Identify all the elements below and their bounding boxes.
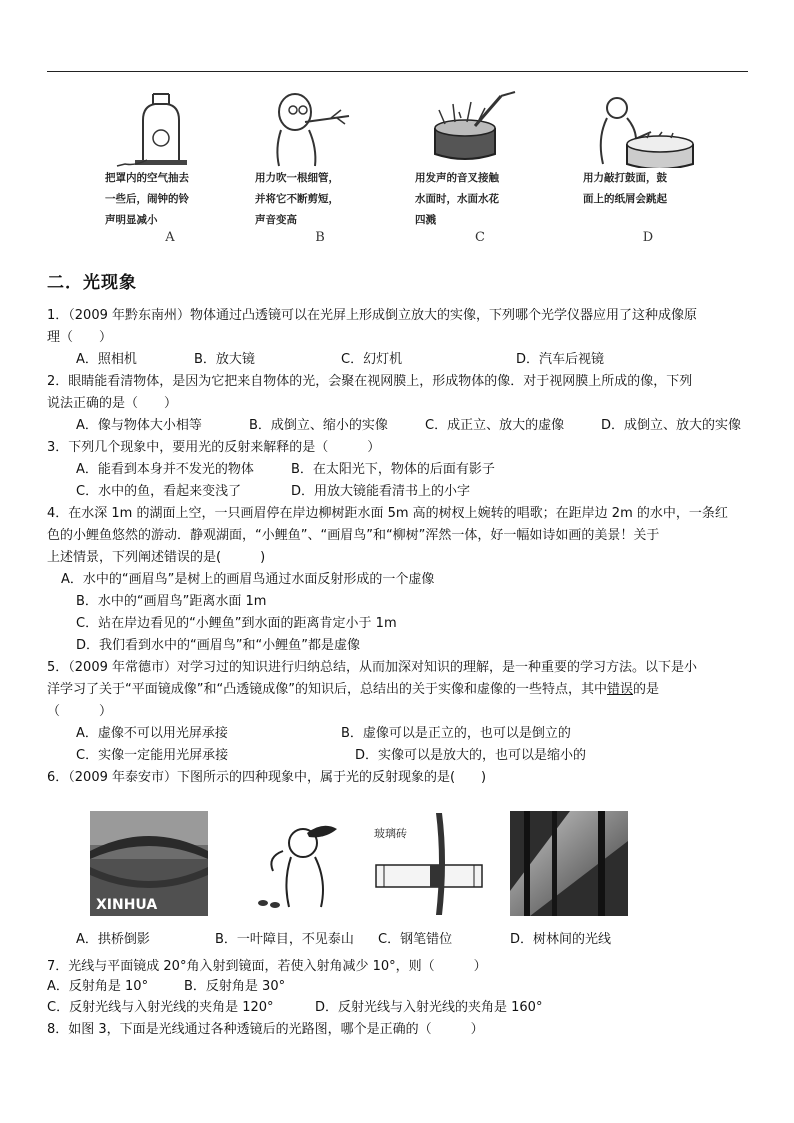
panel-a-letter: A [165,230,175,245]
q6-option-a: A．拱桥倒影 [76,932,150,947]
q5-keyword-wrong: 错误 [606,682,633,697]
q7-option-c: C．反射光线与入射光线的夹角是 120° [47,1000,274,1015]
bridge-reflection-icon [90,811,208,916]
q3-option-c: C．水中的鱼，看起来变浅了 [76,484,242,499]
q1-option-a: A．照相机 [76,352,137,367]
q2-option-b: B．成倒立、缩小的实像 [249,418,388,433]
blowing-tube-icon [245,88,395,168]
section-title: 二．光现象 [47,273,137,293]
q2-stem-2: 说法正确的是（ ） [47,396,178,411]
panel-d-caption: 用力敲打鼓面，鼓 面上的纸屑会跳起 [583,172,667,205]
q6-stem: 6．（2009 年泰安市）下图所示的四种现象中，属于光的反射现象的是( ) [47,770,487,785]
q4-option-d: D．我们看到水中的“画眉鸟”和“小鲤鱼”都是虚像 [76,638,360,653]
panel-c-caption: 用发声的音叉接触 水面时，水面水花 四溅 [415,172,499,226]
q5-option-d: D．实像可以是放大的，也可以是缩小的 [355,748,587,763]
panel-b [245,88,395,248]
q6-image-b-leaf [243,811,351,916]
q4-stem-1: 4．在水深 1m 的湖面上空，一只画眉停在岸边柳树距水面 5m 高的树杈上婉转的唱歌；在距岸边 2m 的水中，一条红 [47,506,728,521]
glass-brick-pen-icon [372,811,486,916]
panel-d-letter: D [642,230,654,245]
panel-c-letter: C [475,230,485,245]
panel-a-caption: 把罩内的空气抽去 一些后，闹钟的铃 声明显减小 [105,172,189,226]
q2-option-a: A．像与物体大小相等 [76,418,202,433]
top-rule [47,71,748,72]
q7-option-b: B．反射角是 30° [184,979,286,994]
q2-stem-1: 2．眼睛能看清物体，是因为它把来自物体的光，会聚在视网膜上，形成物体的像．对于视网膜上所成的像，下列 [47,374,693,389]
q1-option-d: D．汽车后视镜 [516,352,605,367]
q1-stem-2: 理（ ） [47,330,113,345]
q5-stem-2-post: 的是 [632,682,659,697]
forest-light-rays-icon [510,811,628,916]
q2-option-c: C．成正立、放大的虚像 [425,418,565,433]
q2-option-d: D．成倒立、放大的实像 [601,418,742,433]
q5-stem-1: 5．（2009 年常德市）对学习过的知识进行归纳总结，从而加深对知识的理解，是一种重要的学习方法。以下是小 [47,660,697,675]
q7-option-a: A．反射角是 10° [47,979,149,994]
q3-stem: 3．下列几个现象中，要用光的反射来解释的是（ ） [47,440,381,455]
q5-stem-2 [47,680,659,700]
q1-option-c: C．幻灯机 [341,352,403,367]
sound-experiments-figure [95,88,695,248]
panel-a [95,88,245,248]
q5-option-c: C．实像一定能用光屏承接 [76,748,229,763]
q6-image-c-glass-pen [372,811,486,916]
tuning-fork-icon [405,88,555,168]
q5-stem-2-pre: 洋学习了关于“平面镜成像”和“凸透镜成像”的知识后，总结出的关于实像和虚像的一些特点，其中 [47,682,607,697]
q3-option-b: B．在太阳光下，物体的后面有影子 [291,462,495,477]
q1-stem-1: 1．（2009 年黔东南州）物体通过凸透镜可以在光屏上形成倒立放大的实像，下列哪个光学仪器应用了这种成像原 [47,308,697,323]
q6-option-d: D．树林间的光线 [510,932,612,947]
q6-option-c: C．钢笔错位 [378,932,453,947]
panel-d [573,88,723,248]
drum-icon [573,88,723,168]
q5-option-b: B．虚像可以是正立的，也可以是倒立的 [341,726,571,741]
q5-stem-3: （ ） [47,704,113,719]
q4-option-c: C．站在岸边看见的“小鲤鱼”到水面的距离肯定小于 1m [76,616,397,631]
q6-image-a-watermark: XINHUA [96,897,158,913]
panel-b-letter: B [315,230,325,245]
bell-jar-icon [95,88,245,168]
q3-option-d: D．用放大镜能看清书上的小字 [291,484,471,499]
q7-option-d: D．反射光线与入射光线的夹角是 160° [315,1000,543,1015]
q8-stem: 8．如图 3，下面是光线通过各种透镜后的光路图，哪个是正确的（ ） [47,1022,484,1037]
panel-b-caption: 用力吹一根细管， 并将它不断剪短， 声音变高 [255,172,339,226]
q6-image-d-forest [510,811,628,916]
panel-c [405,88,555,248]
q4-option-b: B．水中的“画眉鸟”距离水面 1m [76,594,267,609]
q6-image-a-bridge [90,811,208,916]
q3-option-a: A．能看到本身并不发光的物体 [76,462,254,477]
q1-option-b: B．放大镜 [194,352,255,367]
q6-option-b: B．一叶障目，不见泰山 [215,932,354,947]
q5-option-a: A．虚像不可以用光屏承接 [76,726,228,741]
q6-image-c-label: 玻璃砖 [374,827,407,840]
q4-option-a: A．水中的“画眉鸟”是树上的画眉鸟通过水面反射形成的一个虚像 [61,572,435,587]
q4-stem-2: 色的小鲤鱼悠然的游动．静观湖面，“小鲤鱼”、“画眉鸟”和“柳树”浑然一体，好一幅如诗如画的美景！关于 [47,528,660,543]
q4-stem-3: 上述情景，下列阐述错误的是( ) [47,550,266,565]
leaf-over-eye-icon [243,811,351,916]
q7-stem: 7．光线与平面镜成 20°角入射到镜面，若使入射角减少 10°，则（ ） [47,959,487,974]
